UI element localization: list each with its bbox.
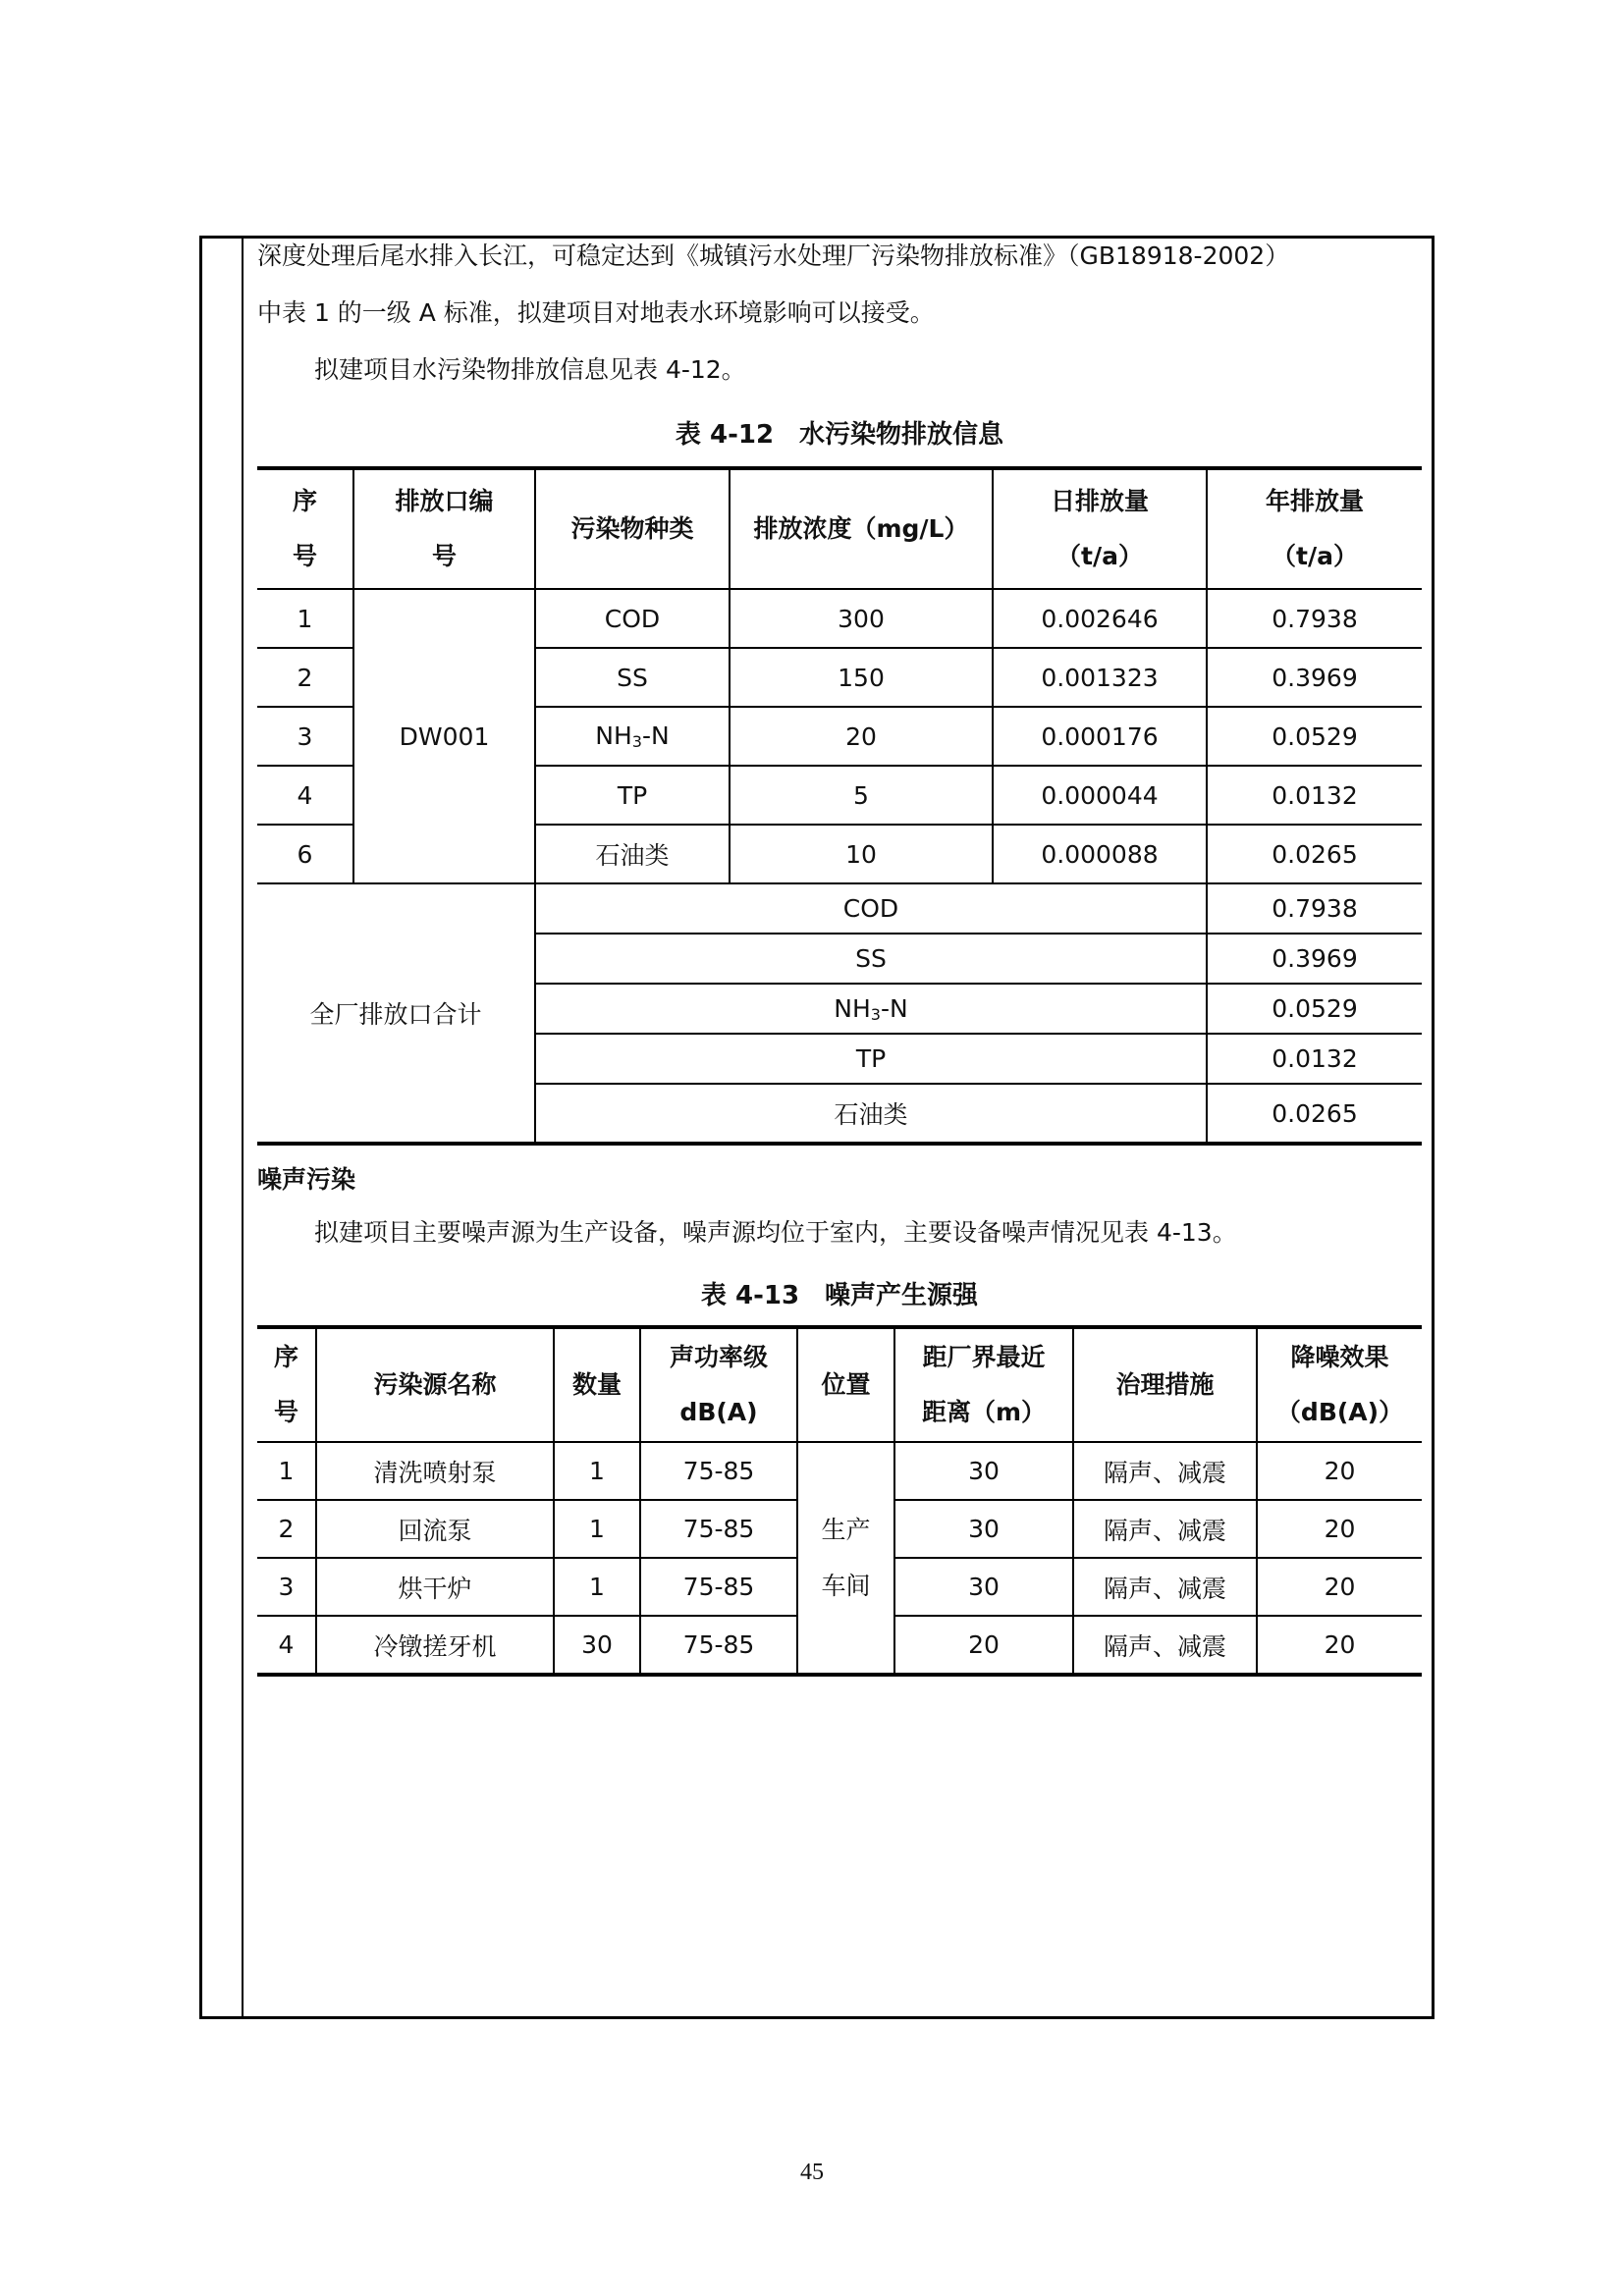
cell-count: 30 bbox=[554, 1616, 640, 1675]
cell-measures: 隔声、减震 bbox=[1073, 1442, 1257, 1500]
cell-annual: 0.3969 bbox=[1207, 648, 1422, 707]
cell-daily: 0.000044 bbox=[993, 766, 1207, 825]
cell-count: 1 bbox=[554, 1558, 640, 1616]
cell-seq: 2 bbox=[257, 1500, 316, 1558]
total-pollutant: TP bbox=[535, 1034, 1207, 1084]
frame-divider bbox=[242, 236, 244, 2019]
cell-annual: 0.0529 bbox=[1207, 707, 1422, 766]
header-count: 数量 bbox=[554, 1327, 640, 1442]
header-concentration: 排放浓度（mg/L） bbox=[730, 468, 993, 589]
cell-effect: 20 bbox=[1257, 1442, 1422, 1500]
total-annual: 0.0529 bbox=[1207, 984, 1422, 1034]
cell-seq: 4 bbox=[257, 1616, 316, 1675]
cell-measures: 隔声、减震 bbox=[1073, 1500, 1257, 1558]
cell-seq: 3 bbox=[257, 1558, 316, 1616]
caption-title: 噪声产生源强 bbox=[825, 1281, 979, 1310]
cell-pollutant: TP bbox=[535, 766, 730, 825]
header-pollutant: 污染物种类 bbox=[535, 468, 730, 589]
cell-seq: 1 bbox=[257, 1442, 316, 1500]
cell-annual: 0.7938 bbox=[1207, 589, 1422, 648]
paragraph: 中表 1 的一级 A 标准，拟建项目对地表水环境影响可以接受。 bbox=[257, 298, 935, 327]
cell-source: 清洗喷射泵 bbox=[316, 1442, 554, 1500]
cell-effect: 20 bbox=[1257, 1616, 1422, 1675]
cell-daily: 0.001323 bbox=[993, 648, 1207, 707]
total-annual: 0.0265 bbox=[1207, 1084, 1422, 1144]
paragraph: 深度处理后尾水排入长江，可稳定达到《城镇污水处理厂污染物排放标准》（GB18918-2002） bbox=[257, 241, 1290, 270]
cell-annual: 0.0132 bbox=[1207, 766, 1422, 825]
header-daily: 日排放量 （t/a） bbox=[993, 468, 1207, 589]
header-measures: 治理措施 bbox=[1073, 1327, 1257, 1442]
cell-daily: 0.000176 bbox=[993, 707, 1207, 766]
cell-seq: 3 bbox=[257, 707, 353, 766]
cell-daily: 0.000088 bbox=[993, 825, 1207, 883]
cell-source: 烘干炉 bbox=[316, 1558, 554, 1616]
header-location: 位置 bbox=[797, 1327, 894, 1442]
cell-outlet: DW001 bbox=[353, 589, 535, 883]
cell-concentration: 10 bbox=[730, 825, 993, 883]
cell-effect: 20 bbox=[1257, 1558, 1422, 1616]
cell-power: 75-85 bbox=[640, 1558, 797, 1616]
total-label: 全厂排放口合计 bbox=[257, 883, 535, 1144]
header-power: 声功率级 dB(A) bbox=[640, 1327, 797, 1442]
cell-count: 1 bbox=[554, 1500, 640, 1558]
paragraph: 拟建项目主要噪声源为生产设备，噪声源均位于室内，主要设备噪声情况见表 4-13。 bbox=[314, 1218, 1237, 1247]
total-pollutant: COD bbox=[535, 883, 1207, 934]
header-source: 污染源名称 bbox=[316, 1327, 554, 1442]
cell-pollutant: $NH_3-N$ bbox=[535, 707, 730, 766]
cell-distance: 30 bbox=[894, 1558, 1073, 1616]
caption-title: 水污染物排放信息 bbox=[799, 420, 1004, 450]
cell-source: 回流泵 bbox=[316, 1500, 554, 1558]
total-annual: 0.3969 bbox=[1207, 934, 1422, 984]
cell-seq: 2 bbox=[257, 648, 353, 707]
noise-table bbox=[257, 1325, 1422, 1677]
table-row bbox=[257, 1442, 1422, 1500]
cell-count: 1 bbox=[554, 1442, 640, 1500]
cell-concentration: 150 bbox=[730, 648, 993, 707]
cell-annual: 0.0265 bbox=[1207, 825, 1422, 883]
total-pollutant: $NH_3-N$ bbox=[535, 984, 1207, 1034]
cell-pollutant: COD bbox=[535, 589, 730, 648]
cell-seq: 4 bbox=[257, 766, 353, 825]
paragraph: 拟建项目水污染物排放信息见表 4-12。 bbox=[314, 355, 746, 384]
table-caption bbox=[257, 417, 1422, 453]
header-distance: 距厂界最近 距离（m） bbox=[894, 1327, 1073, 1442]
total-annual: 0.0132 bbox=[1207, 1034, 1422, 1084]
cell-source: 冷镦搓牙机 bbox=[316, 1616, 554, 1675]
table-caption bbox=[257, 1278, 1422, 1313]
header-outlet: 排放口编 号 bbox=[353, 468, 535, 589]
cell-pollutant: SS bbox=[535, 648, 730, 707]
header-annual: 年排放量 （t/a） bbox=[1207, 468, 1422, 589]
cell-concentration: 300 bbox=[730, 589, 993, 648]
cell-effect: 20 bbox=[1257, 1500, 1422, 1558]
cell-pollutant: 石油类 bbox=[535, 825, 730, 883]
cell-location: 生产 车间 bbox=[797, 1442, 894, 1675]
caption-number: 表 4-12 bbox=[675, 420, 775, 450]
cell-distance: 20 bbox=[894, 1616, 1073, 1675]
table-row bbox=[257, 589, 1422, 648]
cell-distance: 30 bbox=[894, 1500, 1073, 1558]
header-effect: 降噪效果 （dB(A)） bbox=[1257, 1327, 1422, 1442]
cell-power: 75-85 bbox=[640, 1500, 797, 1558]
cell-measures: 隔声、减震 bbox=[1073, 1558, 1257, 1616]
table-header-row bbox=[257, 1327, 1422, 1442]
cell-seq: 1 bbox=[257, 589, 353, 648]
cell-measures: 隔声、减震 bbox=[1073, 1616, 1257, 1675]
page-content bbox=[257, 236, 1422, 1677]
emission-table bbox=[257, 466, 1422, 1146]
caption-number: 表 4-13 bbox=[700, 1281, 800, 1310]
total-pollutant: 石油类 bbox=[535, 1084, 1207, 1144]
total-row bbox=[257, 883, 1422, 934]
page-number: 45 bbox=[800, 2160, 824, 2185]
section-title: 噪声污染 bbox=[257, 1165, 356, 1194]
header-seq: 序 号 bbox=[257, 468, 353, 589]
cell-power: 75-85 bbox=[640, 1616, 797, 1675]
cell-seq: 6 bbox=[257, 825, 353, 883]
cell-distance: 30 bbox=[894, 1442, 1073, 1500]
header-seq: 序 号 bbox=[257, 1327, 316, 1442]
cell-power: 75-85 bbox=[640, 1442, 797, 1500]
table-header-row bbox=[257, 468, 1422, 589]
cell-concentration: 5 bbox=[730, 766, 993, 825]
cell-daily: 0.002646 bbox=[993, 589, 1207, 648]
cell-concentration: 20 bbox=[730, 707, 993, 766]
total-annual: 0.7938 bbox=[1207, 883, 1422, 934]
total-pollutant: SS bbox=[535, 934, 1207, 984]
